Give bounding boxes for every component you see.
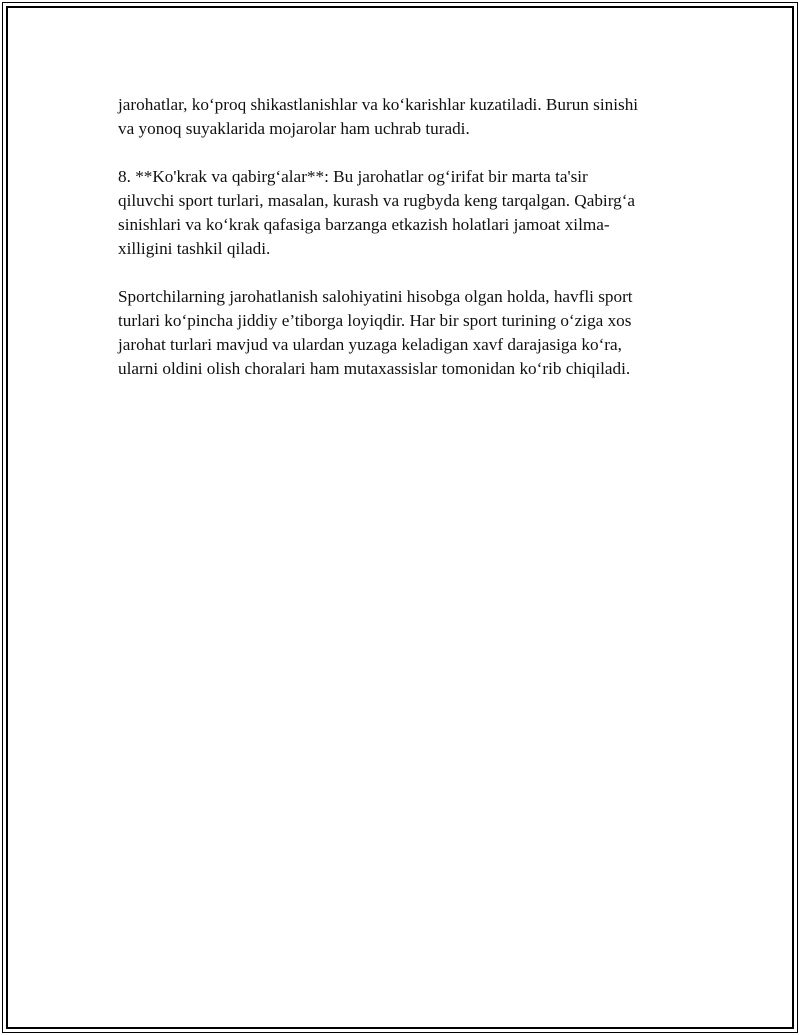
text-line: ularni oldini olish choralari ham mutaxassislar tomonidan ko‘rib chiqiladi. [118, 359, 631, 378]
text-line: Sportchilarning jarohatlanish salohiyatini hisobga olgan holda, havfli sport [118, 287, 633, 306]
text-line: jarohatlar, ko‘proq shikastlanishlar va ko‘karishlar kuzatiladi. Burun sinishi [118, 95, 639, 114]
document-body [118, 93, 688, 405]
paragraph-item-8 [118, 165, 688, 261]
paragraph-conclusion [118, 285, 688, 381]
text-line: qiluvchi sport turlari, masalan, kurash va rugbyda keng tarqalgan. Qabirg‘a [118, 191, 636, 210]
text-line: turlari ko‘pincha jiddiy e’tiborga loyiqdir. Har bir sport turining o‘ziga xos [118, 311, 632, 330]
paragraph-continuation [118, 93, 688, 141]
text-line: xilligini tashkil qiladi. [118, 239, 271, 258]
text-line: sinishlari va ko‘krak qafasiga barzanga etkazish holatlari jamoat xilma- [118, 215, 610, 234]
text-line: va yonoq suyaklarida mojarolar ham uchrab turadi. [118, 119, 470, 138]
text-line: 8. **Ko'krak va qabirg‘alar**: Bu jarohatlar og‘irifat bir marta ta'sir [118, 167, 588, 186]
text-line: jarohat turlari mavjud va ulardan yuzaga keladigan xavf darajasiga ko‘ra, [118, 335, 622, 354]
